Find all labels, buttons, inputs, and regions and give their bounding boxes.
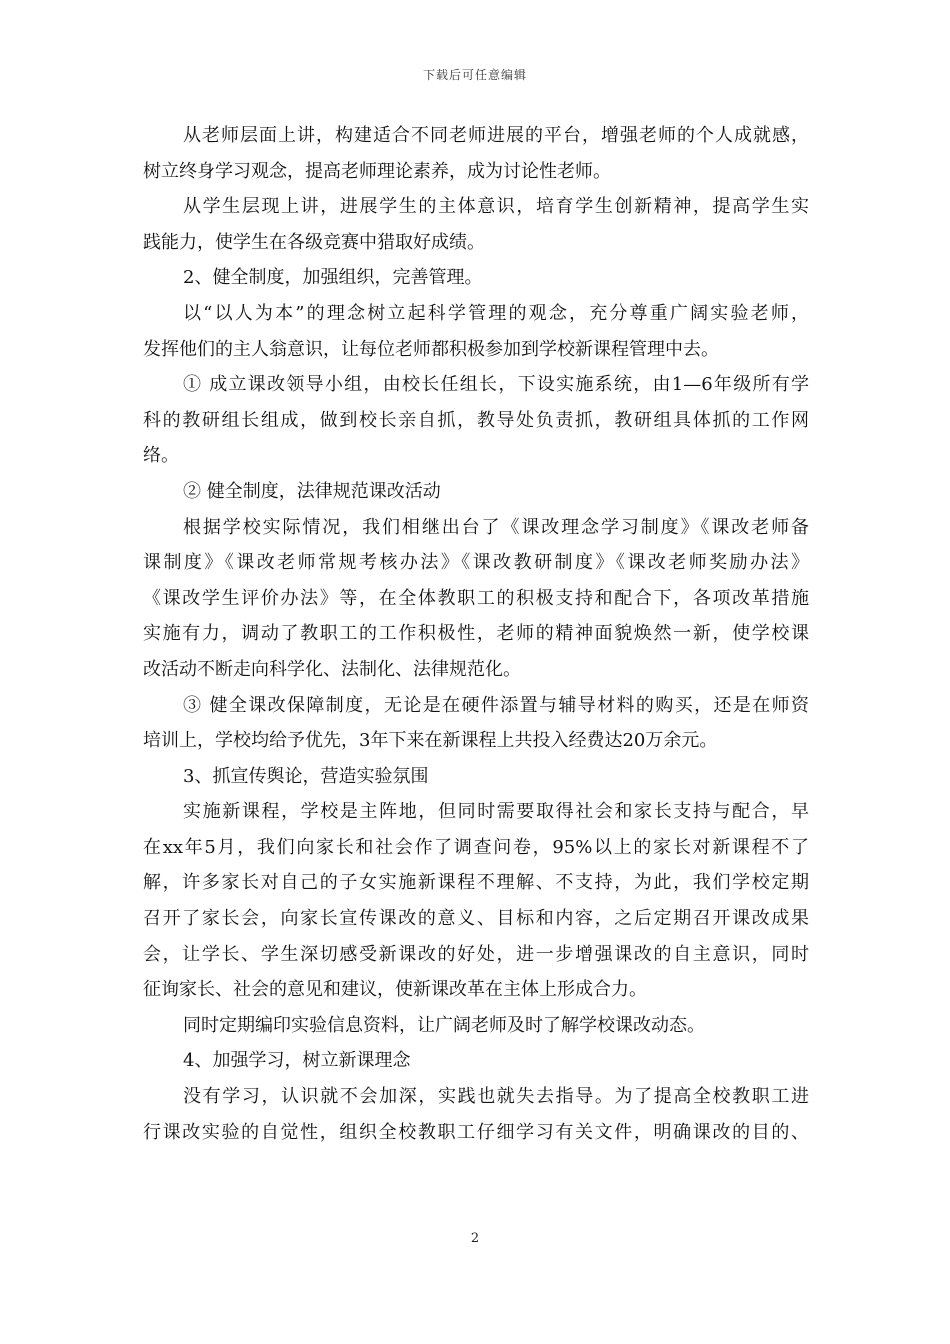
text-line: 根据学校实际情况，我们相继出台了《课改理念学习制度》《课改老师备 [183,516,809,538]
text-line: 行课改实验的自觉性，组织全校教职工仔细学习有关文件，明确课改的目的、 [143,1121,809,1143]
text-line: 科的教研组长组成，做到校长亲自抓，教导处负责抓，教研组具体抓的工作网 [143,409,809,431]
text-line: ③ 健全课改保障制度，无论是在硬件添置与辅导材料的购买，还是在师资 [183,694,809,716]
text-line: 培训上，学校均给予优先，3年下来在新课程上共投入经费达20万余元。 [143,730,718,752]
text-line: 络。 [143,445,179,467]
text-line: 同时定期编印实验信息资料，让广阔老师及时了解学校课改动态。 [183,1014,705,1036]
page-header: 下载后可任意编辑 [422,68,527,82]
text-line: 没有学习，认识就不会加深，实践也就失去指导。为了提高全校教职工进 [183,1086,809,1108]
text-line: 会，让学长、学生深切感受新课改的好处，进一步增强课改的自主意识，同时 [143,943,809,965]
text-line: 从老师层面上讲，构建适合不同老师进展的平台，增强老师的个人成就感， [183,125,809,146]
text-line: 以“以人为本”的理念树立起科学管理的观念，充分尊重广阔实验老师， [183,302,809,324]
text-line: 发挥他们的主人翁意识，让每位老师都积极参加到学校新课程管理中去。 [143,338,719,360]
text-line: 践能力，使学生在各级竞赛中猎取好成绩。 [143,231,485,253]
text-line: 4、加强学习，树立新课理念 [183,1050,411,1072]
text-line: 在xx年5月，我们向家长和社会作了调查问卷，95%以上的家长对新课程不了 [143,836,809,858]
page-number: 2 [470,1231,480,1246]
text-line: ① 成立课改领导小组，由校长任组长，下设实施系统，由1—6年级所有学 [183,374,809,396]
text-line: 3、抓宣传舆论，营造实验氛围 [183,765,429,787]
text-line: 树立终身学习观念，提高老师理论素养，成为讨论性老师。 [143,160,611,182]
text-line: 改活动不断走向科学化、法制化、法律规范化。 [143,658,521,680]
text-line: ② 健全制度，法律规范课改活动 [183,480,441,502]
text-line: 征询家长、社会的意见和建议，使新课改革在主体上形成合力。 [143,979,647,1001]
text-line: 从学生层现上讲，进展学生的主体意识，培育学生创新精神，提高学生实 [183,196,809,218]
text-line: 2、健全制度，加强组织，完善管理。 [183,267,483,289]
text-line: 实施新课程，学校是主阵地，但同时需要取得社会和家长支持与配合，早 [183,801,809,823]
document-body [143,118,809,1150]
text-line: 实施有力，调动了教职工的工作积极性，老师的精神面貌焕然一新，使学校课 [143,623,809,645]
text-line: 《课改学生评价办法》等，在全体教职工的积极支持和配合下，各项改革措施 [143,587,809,609]
text-line: 课制度》《课改老师常规考核办法》《课改教研制度》《课改老师奖励办法》 [143,552,809,574]
text-line: 解，许多家长对自己的子女实施新课程不理解、不支持，为此，我们学校定期 [143,872,809,894]
text-line: 召开了家长会，向家长宣传课改的意义、目标和内容，之后定期召开课改成果 [143,908,809,930]
